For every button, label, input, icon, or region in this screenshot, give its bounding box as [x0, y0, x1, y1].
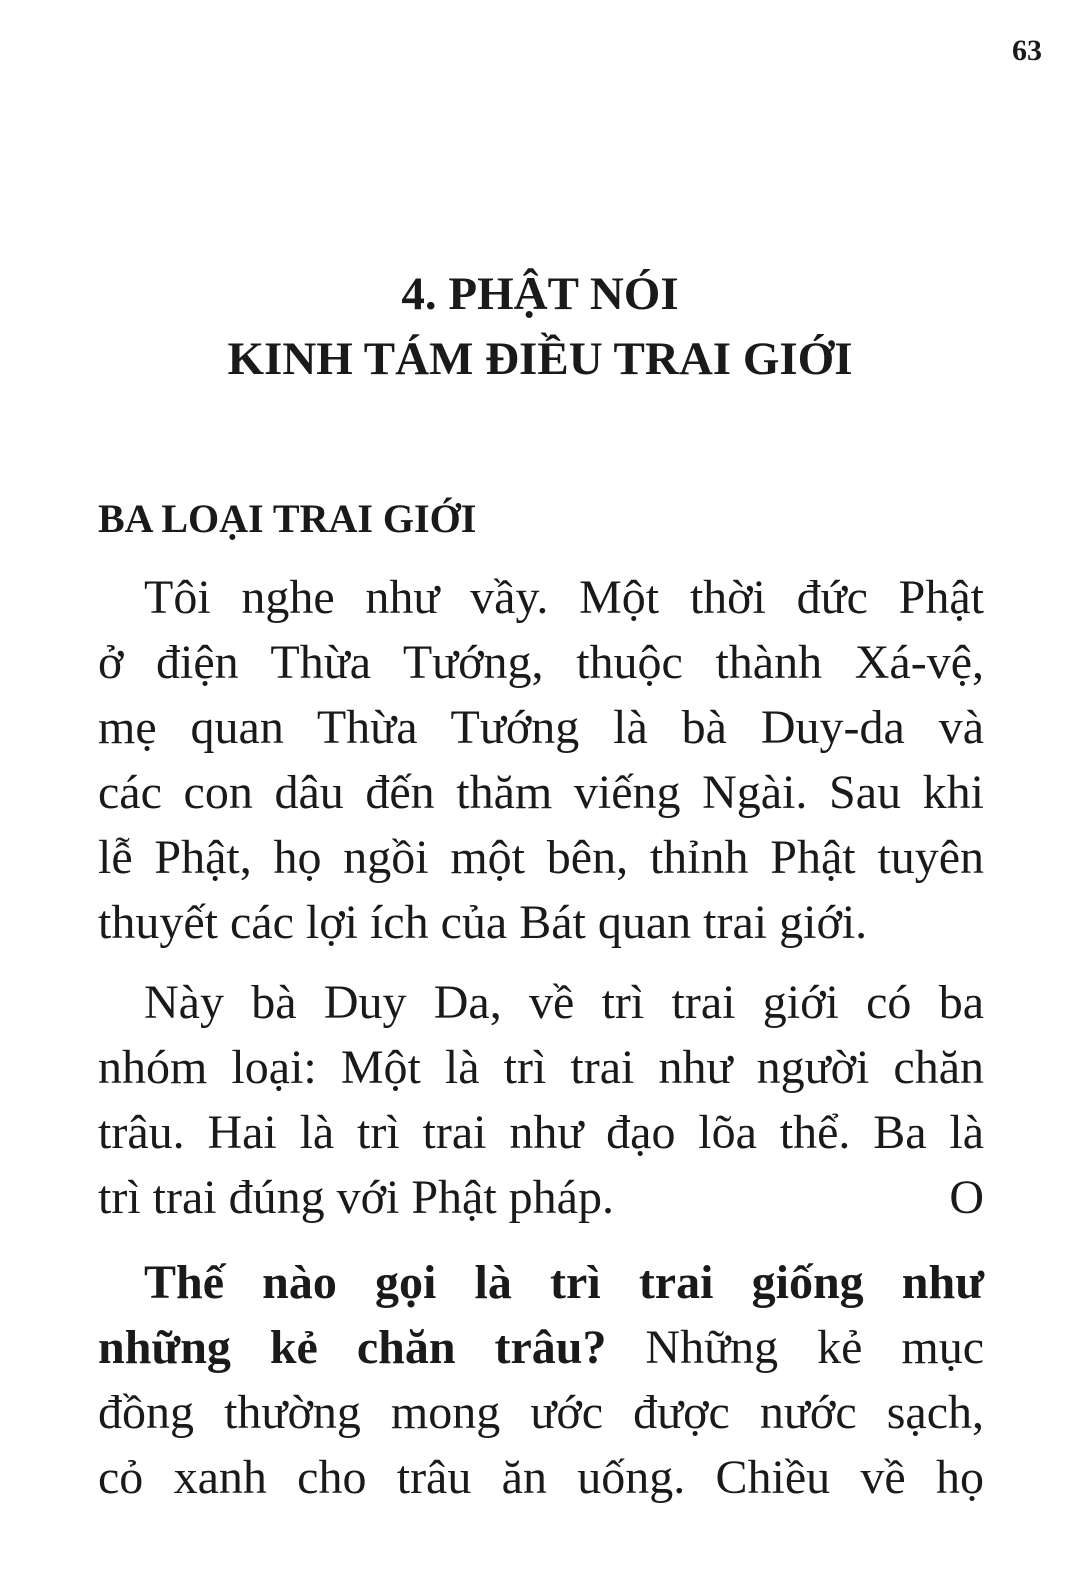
chapter-title — [0, 262, 1080, 392]
chapter-title-line-1: 4. PHẬT NÓI — [401, 268, 679, 320]
paragraph-line: nhóm loại: Một là trì trai như người chăn — [98, 1041, 984, 1094]
paragraph-line-text: trì trai đúng với Phật pháp. — [98, 1171, 614, 1224]
paragraph-line: Này bà Duy Da, về trì trai giới có ba — [144, 976, 984, 1029]
paragraph-line: các con dâu đến thăm viếng Ngài. Sau khi — [98, 766, 984, 819]
paragraph-line: đồng thường mong ước được nước sạch, — [98, 1386, 984, 1439]
paragraph-line: trâu. Hai là trì trai như đạo lõa thể. Ba là — [98, 1106, 984, 1159]
paragraph-3 — [98, 1250, 984, 1510]
paragraph-2 — [98, 970, 984, 1230]
paragraph-line: mẹ quan Thừa Tướng là bà Duy-da và — [98, 701, 984, 754]
page-number: 63 — [1012, 34, 1042, 67]
paragraph-line-trailing-mark: O — [949, 1171, 984, 1224]
paragraph-line-rest: Những kẻ mục — [606, 1321, 984, 1374]
paragraph-1 — [98, 565, 984, 955]
question-text: những kẻ chăn trâu? — [98, 1321, 607, 1374]
chapter-title-line-2: KINH TÁM ĐIỀU TRAI GIỚI — [227, 333, 853, 385]
section-heading: BA LOẠI TRAI GIỚI — [98, 496, 477, 541]
paragraph-line: thuyết các lợi ích của Bát quan trai giới. — [98, 896, 868, 949]
paragraph-line: cỏ xanh cho trâu ăn uống. Chiều về họ — [98, 1451, 984, 1504]
paragraph-line — [98, 1315, 984, 1380]
paragraph-line: Tôi nghe như vầy. Một thời đức Phật — [144, 571, 984, 624]
question-line: Thế nào gọi là trì trai giống như — [144, 1256, 984, 1309]
paragraph-line — [98, 1165, 984, 1230]
paragraph-line: ở điện Thừa Tướng, thuộc thành Xá-vệ, — [98, 636, 984, 689]
paragraph-line: lễ Phật, họ ngồi một bên, thỉnh Phật tuyên — [98, 831, 984, 884]
